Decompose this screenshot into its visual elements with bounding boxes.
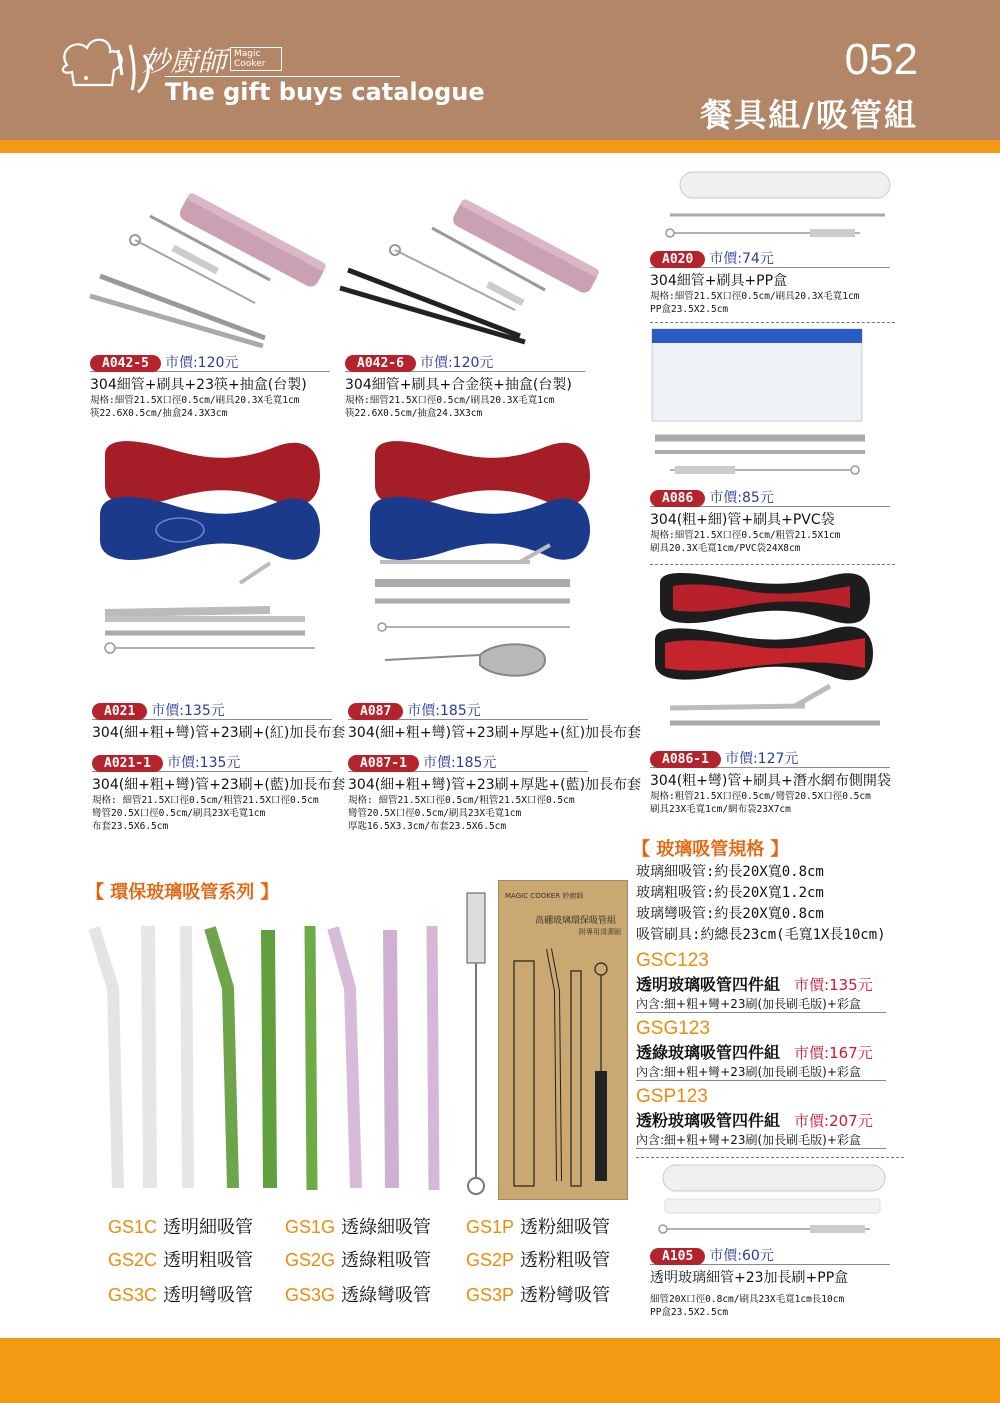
a042-6-product-image [340,190,610,350]
separator [650,322,895,323]
separator [650,564,895,565]
tagline: The gift buys catalogue [165,78,485,106]
glass-item-name: 透明細吸管 [163,1217,254,1238]
gsg123-block [636,1018,886,1081]
product-name: 304(細+粗+彎)管+23刷+厚匙+(紅)加長布套 [348,725,642,741]
glass-item-code: GS3P [466,1285,515,1305]
a021-product-image [100,435,340,660]
glass-item-code: GS2C [108,1250,158,1270]
product-spec: PP盒23.5X2.5cm [650,1307,729,1318]
a020-block [650,248,890,316]
product-spec: 刷具23X毛寬1cm/網布袋23X7cm [650,804,791,815]
glass-item [285,1281,431,1307]
glass-spec-line: 吸管刷具:約總長23cm(毛寬1X長10cm) [636,927,886,943]
a087-block [348,700,641,742]
product-name: 304細管+刷具+23筷+抽盒(台製) [90,377,307,393]
header-stripe [0,140,1000,153]
glass-item-code: GS2G [285,1250,336,1270]
set-code: GSG123 [636,1018,710,1039]
product-code: A042-6 [345,355,416,372]
set-name-text: 透明玻璃吸管四件組 [636,975,781,994]
product-spec: 細管20X口徑0.8cm/刷具23X毛寬1cm長10cm [650,1294,845,1305]
glass-item [108,1213,253,1239]
glass-item [108,1246,253,1272]
gsc123-block [636,950,886,1013]
product-spec: 厚匙16.5X3.3cm/布套23.5X6.5cm [348,821,507,832]
glass-spec-line: 玻璃粗吸管:約長20X寬1.2cm [636,885,824,901]
glass-item-name: 透綠粗吸管 [341,1250,432,1271]
product-code: A087 [348,703,403,720]
glass-item-name: 透綠彎吸管 [341,1285,432,1306]
box-subtitle: 附專用清潔刷 [579,928,621,936]
set-price: 市價:167元 [794,1044,873,1062]
set-code: GSC123 [636,950,709,971]
product-spec: 規格:細管21.5X口徑0.5cm/粗管21.5X1cm [650,530,841,541]
a086-product-image [650,325,890,480]
box-brand: MAGIC COOKER 妙廚師 [505,892,584,900]
glass-item-code: GS2P [466,1250,515,1270]
a021-block [92,700,345,742]
set-price: 市價:135元 [794,976,873,994]
product-spec: 彎管20.5X口徑0.5cm/刷具23X毛寬1cm [92,808,266,819]
brand-name: 妙廚師 [142,45,227,78]
gsp123-block [636,1086,886,1149]
set-name-text: 透綠玻璃吸管四件組 [636,1043,781,1062]
glass-item-code: GS1G [285,1217,336,1237]
product-name: 304(細+粗+彎)管+23刷+(藍)加長布套 [92,777,346,793]
product-code: A021 [92,703,147,720]
glass-brush-image [462,888,492,1198]
glass-item-name: 透粉細吸管 [520,1217,611,1238]
set-content: 內含:細+粗+彎+23刷(加長刷毛版)+彩盒 [636,995,886,1013]
page-number: 052 [844,35,918,84]
glass-item-name: 透明彎吸管 [163,1285,254,1306]
product-price: 市價:85元 [709,490,774,506]
tagline-rule [165,76,400,77]
product-spec: 彎管20.5X口徑0.5cm/刷具23X毛寬1cm [348,808,522,819]
separator [636,1157,904,1158]
glass-item [285,1246,431,1272]
glass-item [466,1246,610,1272]
glass-item [285,1213,431,1239]
a105-block [650,1245,890,1319]
product-spec: PP盒23.5X2.5cm [650,304,729,315]
product-spec: 筷22.6X0.5cm/抽盒24.3X3cm [90,408,228,419]
a086-1-block [650,748,891,816]
set-code: GSP123 [636,1086,708,1107]
product-price: 市價:60元 [709,1248,774,1264]
glass-item-name: 透粉粗吸管 [520,1250,611,1271]
product-name: 304細管+刷具+PP盒 [650,273,788,289]
product-code: A086-1 [650,751,721,768]
set-name [636,1108,886,1131]
product-code: A020 [650,251,705,268]
set-content: 內含:細+粗+彎+23刷(加長刷毛版)+彩盒 [636,1131,886,1149]
product-name: 304(細+粗+彎)管+23刷+(紅)加長布套 [92,725,346,741]
set-content: 內含:細+粗+彎+23刷(加長刷毛版)+彩盒 [636,1063,886,1081]
product-price: 市價:135元 [151,703,225,719]
glass-series-title: 【 環保玻璃吸管系列 】 [86,882,279,903]
product-price: 市價:127元 [724,751,799,767]
product-price: 市價:74元 [709,251,774,267]
box-title: 高硼玻璃環保吸管組 [535,916,617,926]
product-name: 304(粗+彎)管+刷具+潛水網布側開袋 [650,773,891,789]
glass-item [466,1281,610,1307]
glass-item-code: GS3G [285,1285,336,1305]
glass-spec-line: 玻璃彎吸管:約長20X寬0.8cm [636,906,824,922]
product-spec: 規格: 細管21.5X口徑0.5cm/粗管21.5X口徑0.5cm [92,795,319,806]
product-spec: 筷22.6X0.5cm/抽盒24.3X3cm [345,408,483,419]
page-title: 餐具組/吸管組 [700,96,918,134]
set-name [636,1040,886,1063]
glass-straws-image [88,918,448,1208]
page-footer [0,1338,1000,1403]
product-name: 304細管+刷具+合金筷+抽盒(台製) [345,377,572,393]
set-price: 市價:207元 [794,1112,873,1130]
product-code: A042-5 [90,355,161,372]
brand-badge: Magic Cooker [230,47,282,71]
product-spec: 規格:細管21.5X口徑0.5cm/刷具20.3X毛寬1cm [345,395,555,406]
a020-product-image [660,170,900,245]
product-spec: 規格:粗管21.5X口徑0.5cm/彎管20.5X口徑0.5cm [650,791,871,802]
glass-item [466,1213,610,1239]
glass-item [108,1281,253,1307]
a087-product-image [370,435,610,685]
product-name: 304(粗+細)管+刷具+PVC袋 [650,512,835,528]
product-spec: 布套23.5X6.5cm [92,821,169,832]
product-code: A086 [650,490,705,507]
set-name [636,972,886,995]
product-name: 透明玻璃細管+23加長刷+PP盒 [650,1270,849,1286]
product-spec: 刷具20.3X毛寬1cm/PVC袋24X8cm [650,543,801,554]
glass-gift-box [498,880,628,1200]
glass-spec-lines [636,862,886,946]
a105-product-image [655,1163,895,1243]
product-price: 市價:120元 [419,355,494,371]
glass-spec-line: 玻璃細吸管:約長20X寬0.8cm [636,864,824,880]
product-price: 市價:135元 [166,755,241,771]
product-price: 市價:185元 [422,755,497,771]
glass-item-name: 透明粗吸管 [163,1250,254,1271]
glass-item-code: GS1P [466,1217,515,1237]
box-straw-drawing [509,941,619,1191]
glass-item-code: GS3C [108,1285,158,1305]
product-code: A087-1 [348,755,419,772]
a021-1-block [92,752,345,833]
product-code: A105 [650,1248,705,1265]
product-price: 市價:120元 [164,355,239,371]
a087-1-block [348,752,641,833]
product-price: 市價:185元 [407,703,481,719]
a086-block [650,487,890,555]
glass-item-code: GS1C [108,1217,158,1237]
product-spec: 規格:細管21.5X口徑0.5cm/刷具20.3X毛寬1cm [650,291,860,302]
set-name-text: 透粉玻璃吸管四件組 [636,1111,781,1130]
a042-5-block [90,352,330,420]
product-spec: 規格: 細管21.5X口徑0.5cm/粗管21.5X口徑0.5cm [348,795,575,806]
a042-6-block [345,352,585,420]
a086-1-product-image [655,568,895,733]
a042-5-product-image [85,178,335,348]
product-code: A021-1 [92,755,163,772]
product-spec: 規格:細管21.5X口徑0.5cm/刷具20.3X毛寬1cm [90,395,300,406]
glass-item-name: 透粉彎吸管 [520,1285,611,1306]
glass-spec-title: 【 玻璃吸管規格 】 [632,839,789,860]
glass-item-name: 透綠細吸管 [341,1217,432,1238]
product-name: 304(細+粗+彎)管+23刷+厚匙+(藍)加長布套 [348,777,642,793]
